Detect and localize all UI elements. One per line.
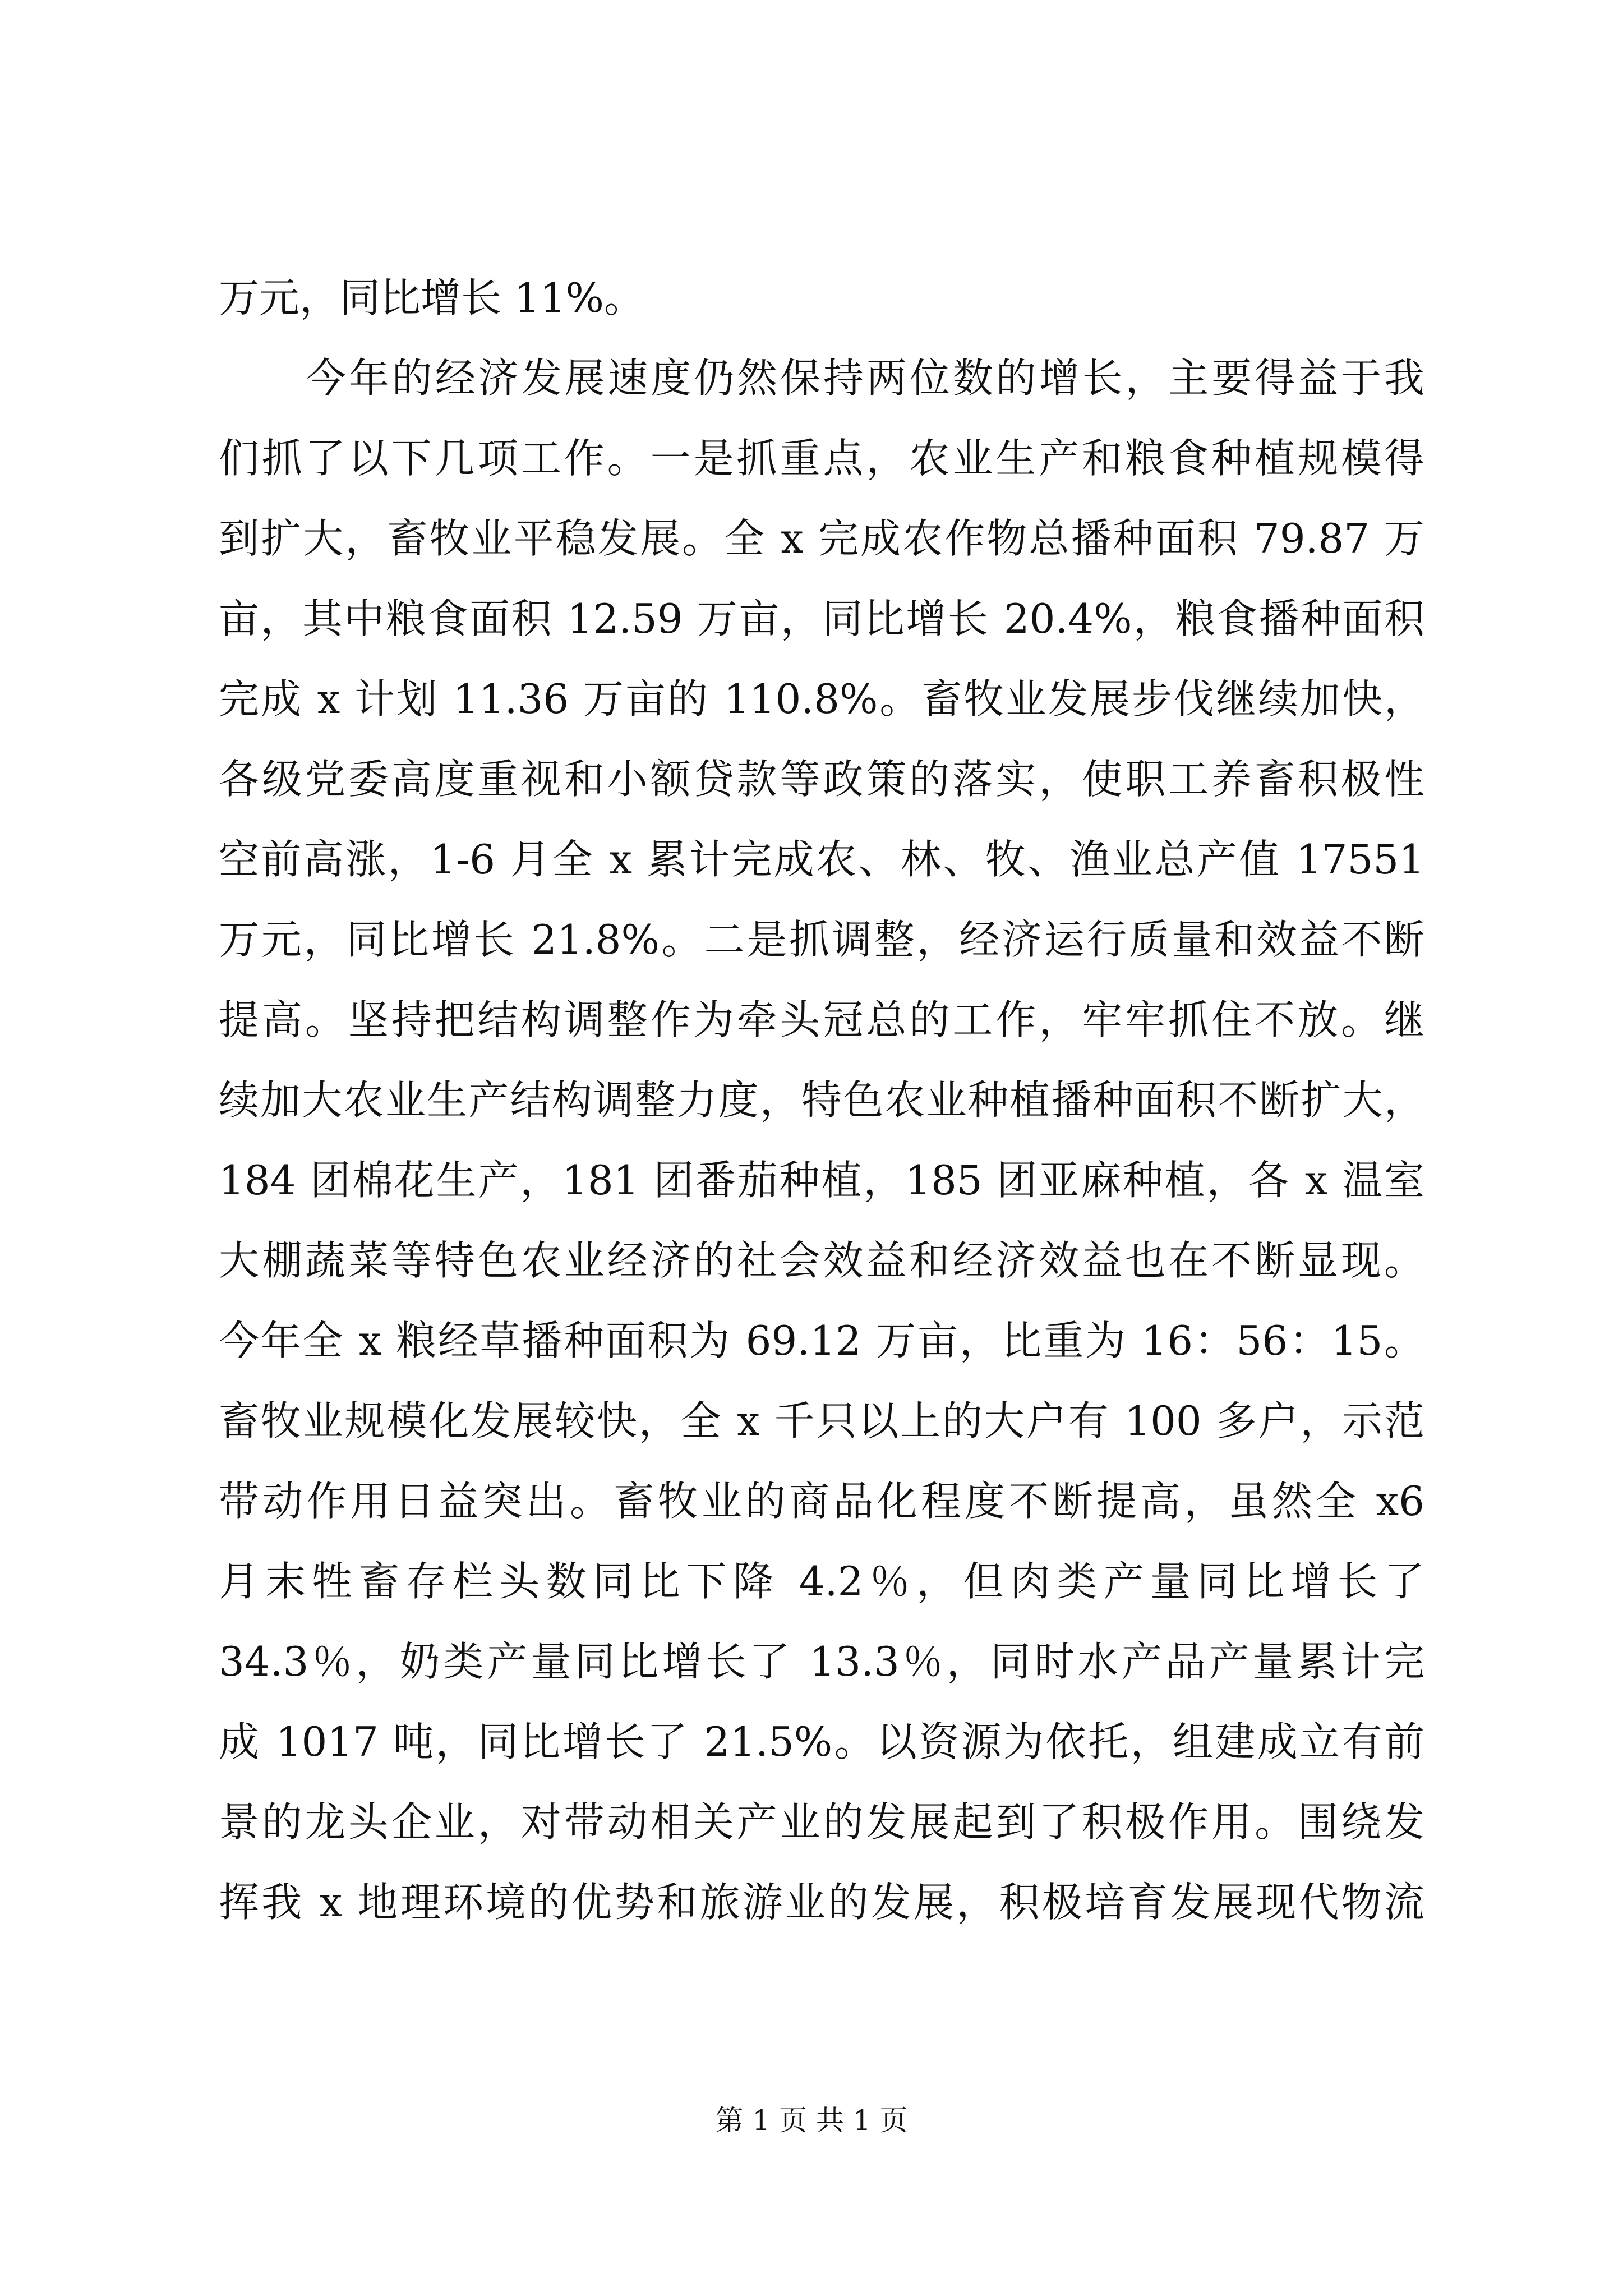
text-line-21: 挥我 x 地理环境的优势和旅游业的发展，积极培育发展现代物流 bbox=[219, 1879, 1424, 1926]
text-line-8: 空前高涨，1-6 月全 x 累计完成农、林、牧、渔业总产值 17551 bbox=[219, 836, 1424, 883]
text-line-18: 34.3％，奶类产量同比增长了 13.3％，同时水产品产量累计完 bbox=[219, 1638, 1424, 1685]
text-line-4: 到扩大，畜牧业平稳发展。全 x 完成农作物总播种面积 79.87 万 bbox=[219, 515, 1424, 562]
text-line-12: 184 团棉花生产，181 团番茄种植，185 团亚麻种植，各 x 温室 bbox=[219, 1157, 1424, 1204]
text-line-10: 提高。坚持把结构调整作为牵头冠总的工作，牢牢抓住不放。继 bbox=[219, 996, 1424, 1043]
text-line-6: 完成 x 计划 11.36 万亩的 110.8%。畜牧业发展步伐继续加快， bbox=[219, 675, 1424, 723]
text-line-7: 各级党委高度重视和小额贷款等政策的落实，使职工养畜积极性 bbox=[219, 756, 1424, 803]
text-line-17: 月末牲畜存栏头数同比下降 4.2％，但肉类产量同比增长了 bbox=[219, 1558, 1424, 1605]
page-number-footer: 第 1 页 共 1 页 bbox=[715, 2104, 908, 2137]
text-line-19: 成 1017 吨，同比增长了 21.5%。以资源为依托，组建成立有前 bbox=[219, 1718, 1424, 1765]
text-line-9: 万元，同比增长 21.8%。二是抓调整，经济运行质量和效益不断 bbox=[219, 916, 1424, 963]
text-line-15: 畜牧业规模化发展较快，全 x 千只以上的大户有 100 多户，示范 bbox=[219, 1397, 1424, 1444]
text-line-14: 今年全 x 粮经草播种面积为 69.12 万亩，比重为 16：56：15。 bbox=[219, 1317, 1424, 1364]
text-line-2: 今年的经济发展速度仍然保持两位数的增长，主要得益于我 bbox=[306, 355, 1424, 402]
text-line-5: 亩，其中粮食面积 12.59 万亩，同比增长 20.4%，粮食播种面积 bbox=[219, 595, 1424, 642]
text-line-20: 景的龙头企业，对带动相关产业的发展起到了积极作用。围绕发 bbox=[219, 1798, 1424, 1846]
text-line-11: 续加大农业生产结构调整力度，特色农业种植播种面积不断扩大， bbox=[219, 1076, 1424, 1124]
text-line-3: 们抓了以下几项工作。一是抓重点，农业生产和粮食种植规模得 bbox=[219, 435, 1424, 482]
text-line-1: 万元，同比增长 11%。 bbox=[219, 274, 644, 321]
body-text bbox=[219, 258, 1424, 1943]
text-line-13: 大棚蔬菜等特色农业经济的社会效益和经济效益也在不断显现。 bbox=[219, 1237, 1424, 1284]
text-line-16: 带动作用日益突出。畜牧业的商品化程度不断提高，虽然全 x6 bbox=[219, 1478, 1424, 1525]
